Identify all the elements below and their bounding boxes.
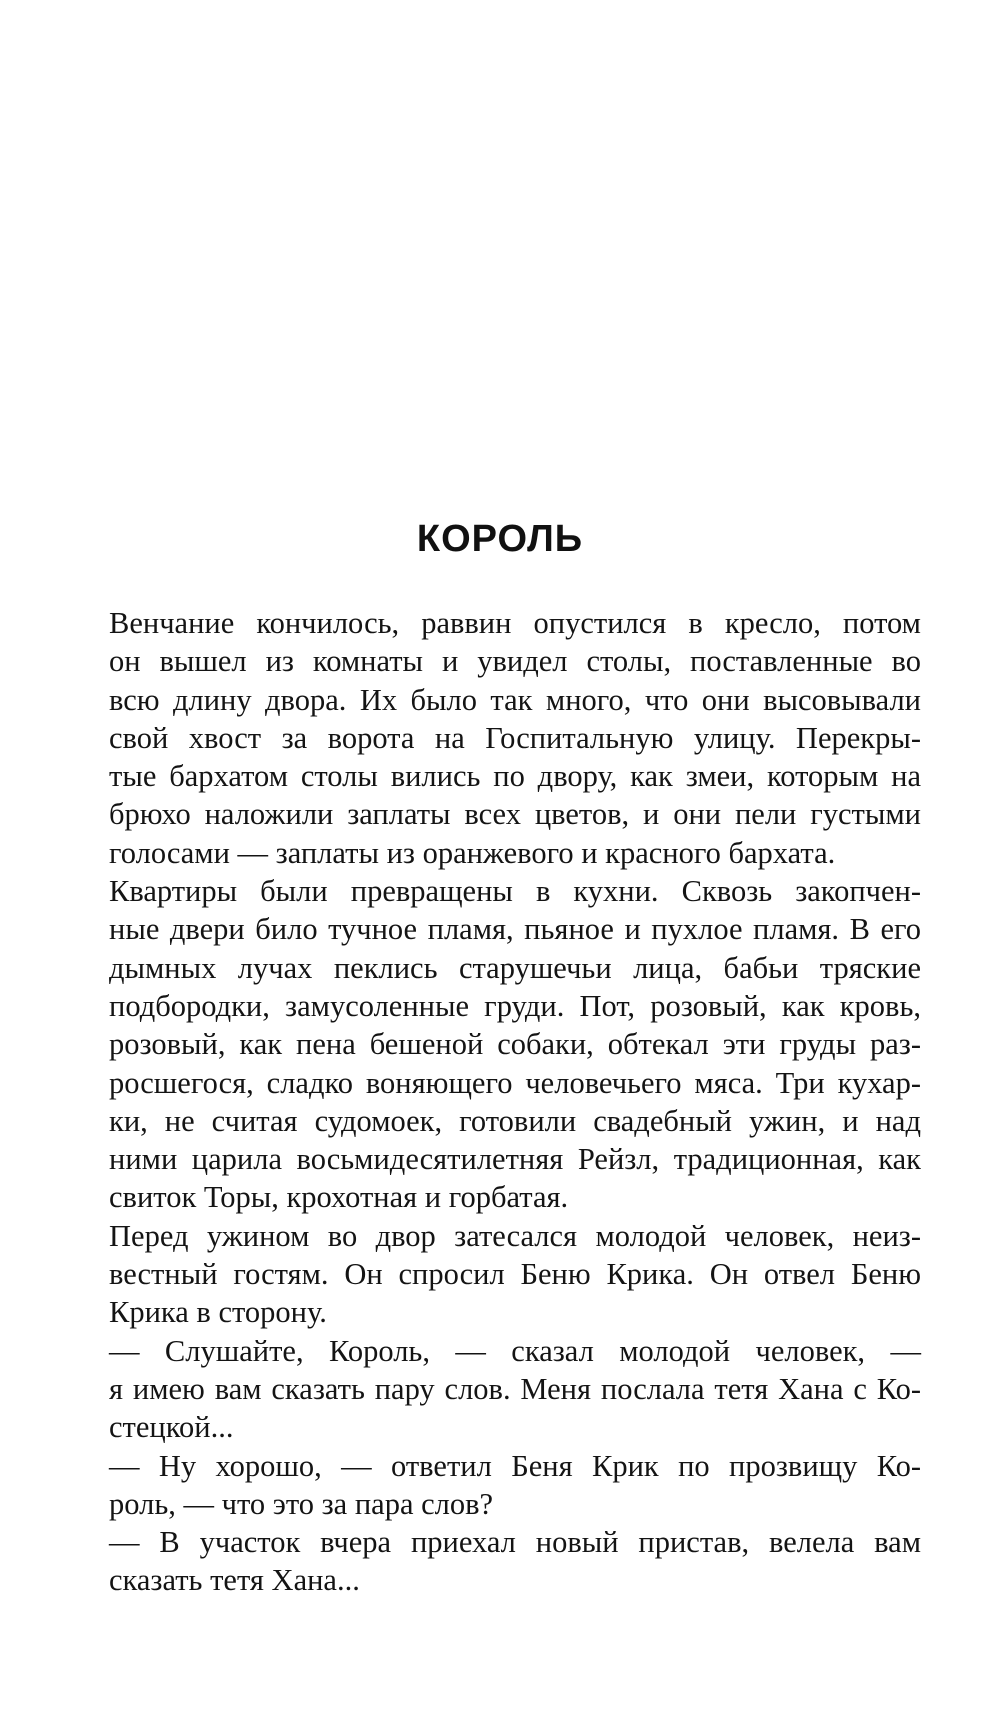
text-line: — Слушайте, Король, — сказал молодой человек, —	[109, 1333, 921, 1368]
text-line: ные двери било тучное пламя, пьяное и пухлое пламя. В его	[109, 912, 921, 947]
text-line: свой хвост за ворота на Госпитальную улицу. Перекры-	[109, 720, 921, 755]
text-line: — В участок вчера приехал новый пристав, велела вам	[109, 1525, 921, 1560]
text-line: роль, — что это за пара слов?	[109, 1486, 494, 1521]
text-line: Венчание кончилось, раввин опустился в кресло, потом	[109, 606, 921, 640]
text-line: ними царила восьмидесятилетняя Рейзл, традиционная, как	[109, 1142, 921, 1177]
text-line: Крика в сторону.	[109, 1295, 327, 1330]
text-line: вестный гостям. Он спросил Беню Крика. Он отвел Беню	[109, 1257, 921, 1292]
text-line: росшегося, сладко воняющего человечьего мяса. Три кухар-	[109, 1065, 921, 1100]
text-line: подбородки, замусоленные груди. Пот, розовый, как кровь,	[109, 988, 921, 1023]
text-line: — Ну хорошо, — ответил Беня Крик по прозвищу Ко-	[109, 1448, 921, 1483]
text-line: ки, не считая судомоек, готовили свадебный ужин, и над	[109, 1103, 921, 1138]
text-line: стецкой...	[109, 1410, 234, 1445]
text-line: всю длину двора. Их было так много, что они высовывали	[109, 682, 921, 717]
text-line: Перед ужином во двор затесался молодой человек, неиз-	[109, 1218, 921, 1253]
text-line: свиток Торы, крохотная и горбатая.	[109, 1180, 569, 1215]
text-line: сказать тетя Хана...	[109, 1563, 360, 1598]
text-line: голосами — заплаты из оранжевого и красного бархата.	[109, 835, 836, 870]
text-line: Квартиры были превращены в кухни. Сквозь закопчен-	[109, 874, 921, 909]
body-text	[109, 604, 921, 1600]
text-line: он вышел из комнаты и увидел столы, поставленные во	[109, 644, 921, 679]
text-line: розовый, как пена бешеной собаки, обтекал эти груды раз-	[109, 1027, 921, 1062]
text-line: брюхо наложили заплаты всех цветов, и они пели густыми	[109, 797, 921, 832]
chapter-title: КОРОЛЬ	[416, 518, 584, 560]
text-line: тые бархатом столы вились по двору, как змеи, которым на	[109, 759, 921, 794]
text-line: я имею вам сказать пару слов. Меня послала тетя Хана с Ко-	[109, 1371, 921, 1406]
text-line: дымных лучах пеклись старушечьи лица, бабьи тряские	[109, 950, 921, 985]
